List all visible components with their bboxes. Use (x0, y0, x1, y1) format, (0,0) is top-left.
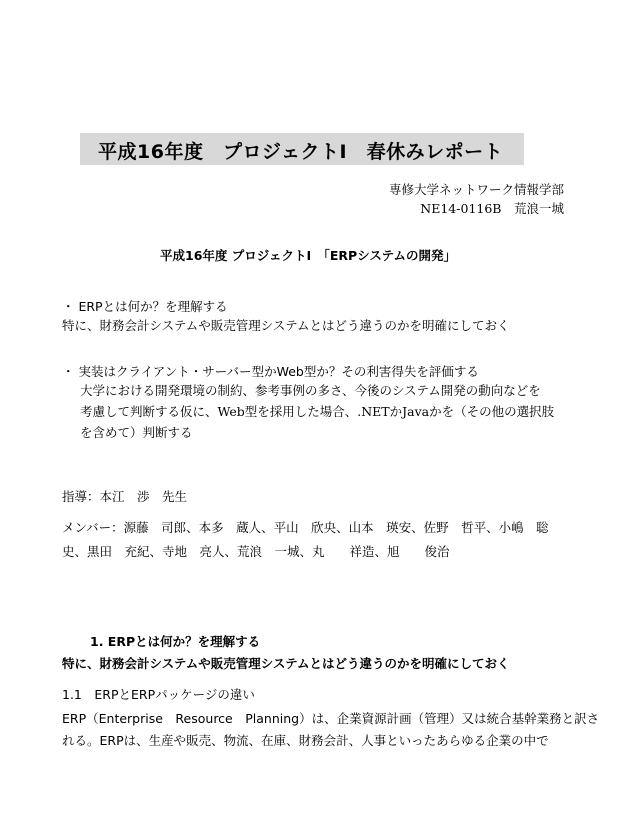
project-title: 平成16年度 プロジェクトⅠ 「ERPシステムの開発」 (160, 248, 456, 263)
section-1-subheading: 特に、財務会計システムや販売管理システムとはどう違うのかを明確にしておく (62, 656, 510, 671)
section-1-1-heading: 1.1 ERPとERPパッケージの違い (62, 687, 255, 702)
goal-2-body-line-2: 考慮して判断する仮に、Web型を採用した場合、.NETかJavaかを（その他の選択肢 (80, 404, 555, 419)
author: NE14-0116B 荒浪一城 (420, 201, 564, 216)
goal-2-body-line-3: を含めて）判断する (80, 425, 193, 440)
department: 専修大学ネットワーク情報学部 (388, 182, 564, 197)
goal-2-heading: ・ 実装はクライアント・サーバー型かWeb型か？その利害得失を評価する (62, 364, 479, 379)
section-1-heading: 1. ERPとは何か？を理解する (90, 634, 261, 649)
members-line-1: メンバー：源藤 司郎、本多 蔵人、平山 欣央、山本 瑛安、佐野 哲平、小嶋 聡 (62, 520, 549, 535)
members-line-2: 史、黒田 充紀、寺地 亮人、荒浪 一城、丸 祥造、旭 俊治 (62, 544, 450, 559)
section-1-1-body-line-1: ERP（Enterprise Resource Planning）は、企業資源計画（管理）又は統合基幹業務と訳さ (62, 711, 600, 726)
goal-1-body: 特に、財務会計システムや販売管理システムとはどう違うのかを明確にしておく (62, 318, 510, 333)
section-1-1-body-line-2: れる。ERPは、生産や販売、物流、在庫、財務会計、人事といったあらゆる企業の中で (62, 733, 549, 748)
report-title: 平成16年度 プロジェクトⅠ 春休みレポート (98, 141, 504, 163)
advisor: 指導：本江 渉 先生 (62, 489, 188, 504)
goal-1-heading: ・ ERPとは何か？を理解する (62, 299, 228, 314)
goal-2-body-line-1: 大学における開発環境の制約、参考事例の多さ、今後のシステム開発の動向などを (80, 383, 541, 398)
